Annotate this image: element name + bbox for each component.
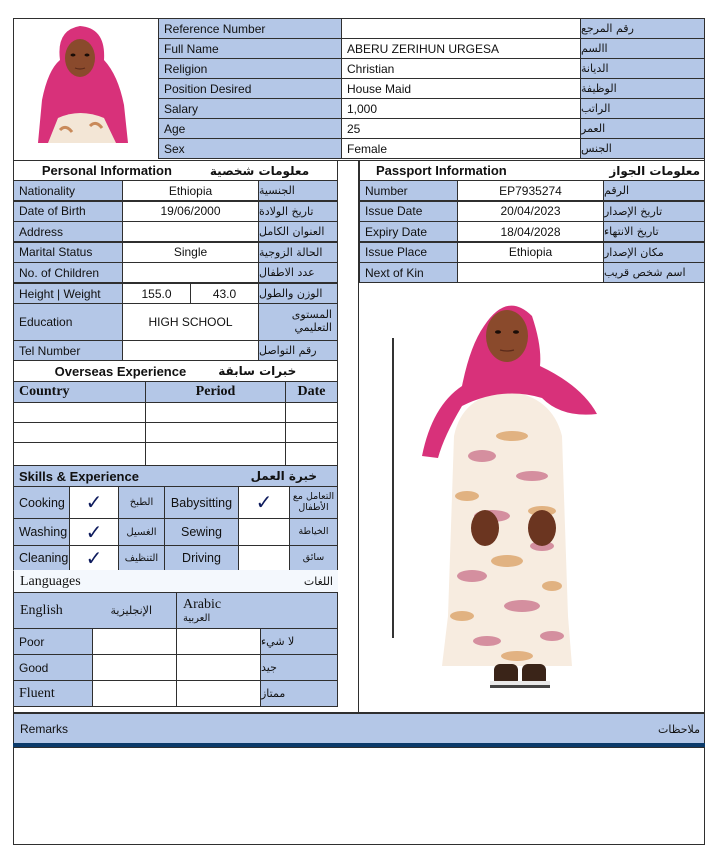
passport-label: Issue Place	[359, 242, 458, 263]
tel-label-ar: رقم التواصل	[258, 340, 338, 361]
personal-value[interactable]	[122, 262, 259, 283]
applicant-full-body-photo	[392, 286, 622, 694]
english-level-cell[interactable]	[92, 680, 177, 707]
passport-label-ar: تاريخ الإصدار	[603, 201, 705, 222]
language-level-label: Fluent	[13, 680, 93, 707]
skill-checkbox[interactable]	[238, 545, 290, 571]
languages-title-en: Languages	[20, 573, 81, 589]
skill-checkbox[interactable]: ✓	[69, 518, 119, 546]
overseas-period-cell[interactable]	[145, 422, 286, 443]
personal-value[interactable]	[122, 221, 259, 242]
overseas-period-cell[interactable]	[145, 402, 286, 423]
skill-label-ar: الغسيل	[118, 518, 165, 546]
language-level-label: Good	[13, 654, 93, 681]
passport-title	[359, 160, 705, 181]
portrait-image-icon	[20, 20, 140, 143]
passport-title-en: Passport Information	[376, 163, 507, 178]
skill-label-ar: التعامل مع الأطفال	[289, 486, 338, 519]
height-weight-label-ar: الوزن والطول	[258, 283, 338, 304]
overseas-date-cell[interactable]	[285, 442, 338, 466]
header-label: Age	[158, 118, 342, 139]
header-label-ar: العمر	[580, 118, 705, 139]
personal-label: Address	[13, 221, 123, 242]
lang-arabic-label-ar: العربية	[183, 612, 211, 624]
skill-label: Sewing	[164, 518, 239, 546]
header-value[interactable]: 1,000	[341, 98, 581, 119]
skills-title-ar: خبرة العمل	[250, 469, 317, 483]
lang-english-label-ar: الإنجليزية	[110, 604, 152, 617]
skill-checkbox[interactable]: ✓	[69, 545, 119, 571]
passport-value[interactable]	[457, 262, 604, 283]
header-value[interactable]: House Maid	[341, 78, 581, 99]
header-value[interactable]	[341, 18, 581, 39]
passport-value[interactable]: Ethiopia	[457, 242, 604, 263]
personal-label: Marital Status	[13, 242, 123, 263]
overseas-period-cell[interactable]	[145, 442, 286, 466]
personal-value[interactable]: Single	[122, 242, 259, 263]
overseas-date-cell[interactable]	[285, 402, 338, 423]
languages-title	[13, 570, 338, 593]
education-label: Education	[13, 303, 123, 341]
header-label: Salary	[158, 98, 342, 119]
passport-value[interactable]: 20/04/2023	[457, 201, 604, 222]
header-label-ar: رقم المرجع	[580, 18, 705, 39]
lang-arabic-header	[176, 592, 338, 629]
passport-value[interactable]: EP7935274	[457, 180, 604, 201]
header-label-ar: االسم	[580, 38, 705, 59]
passport-value[interactable]: 18/04/2028	[457, 221, 604, 242]
personal-label-ar: عدد الاطفال	[258, 262, 338, 283]
passport-label-ar: مكان الإصدار	[603, 242, 705, 263]
personal-label: Nationality	[13, 180, 123, 201]
skills-title-en: Skills & Experience	[19, 468, 139, 484]
lang-arabic-label: Arabic	[183, 596, 222, 612]
education-value[interactable]: HIGH SCHOOL	[122, 303, 259, 341]
education-label-ar: المستوى التعليمي	[258, 303, 338, 341]
languages-title-ar: اللغات	[303, 575, 333, 588]
skill-label-ar: سائق	[289, 545, 338, 571]
personal-label: No. of Children	[13, 262, 123, 283]
personal-label-ar: الحالة الزوجية	[258, 242, 338, 263]
passport-label-ar: تاريخ الانتهاء	[603, 221, 705, 242]
header-label: Reference Number	[158, 18, 342, 39]
personal-info-title	[13, 160, 338, 181]
english-level-cell[interactable]	[92, 654, 177, 681]
skill-checkbox[interactable]: ✓	[238, 486, 290, 519]
remarks-header	[13, 713, 705, 744]
header-label-ar: الوظيفة	[580, 78, 705, 99]
lang-english-label: English	[20, 602, 63, 618]
passport-label: Next of Kin	[359, 262, 458, 283]
personal-label-ar: الجنسية	[258, 180, 338, 201]
full-body-image-icon	[392, 286, 622, 694]
skills-title	[13, 465, 338, 487]
applicant-portrait-photo	[20, 20, 140, 143]
personal-value[interactable]: Ethiopia	[122, 180, 259, 201]
skill-label: Washing	[13, 518, 70, 546]
header-label-ar: الديانة	[580, 58, 705, 79]
height-value[interactable]: 155.0	[122, 283, 191, 304]
overseas-title-ar: خبرات سابقة	[218, 364, 297, 378]
height-weight-label: Height | Weight	[13, 283, 123, 304]
overseas-title-en: Overseas Experience	[54, 363, 187, 379]
divider-vertical	[358, 160, 359, 713]
skill-label: Cleaning	[13, 545, 70, 571]
header-label: Position Desired	[158, 78, 342, 99]
tel-value[interactable]	[122, 340, 259, 361]
skill-label-ar: التنظيف	[118, 545, 165, 571]
header-label-ar: الجنس	[580, 138, 705, 159]
tel-label: Tel Number	[13, 340, 123, 361]
personal-info-title-en: Personal Information	[41, 163, 172, 178]
passport-label: Issue Date	[359, 201, 458, 222]
skill-label: Babysitting	[164, 486, 239, 519]
header-label: Religion	[158, 58, 342, 79]
skill-label: Cooking	[13, 486, 70, 519]
passport-title-ar: معلومات الجواز	[609, 163, 700, 178]
personal-info-title-ar: معلومات شخصية	[209, 163, 310, 178]
remarks-input[interactable]	[13, 747, 705, 845]
skill-label: Driving	[164, 545, 239, 571]
personal-label: Date of Birth	[13, 201, 123, 222]
header-label: Full Name	[158, 38, 342, 59]
personal-value[interactable]: 19/06/2000	[122, 201, 259, 222]
overseas-col-country: Country	[13, 381, 146, 403]
overseas-title	[13, 360, 338, 382]
skill-checkbox[interactable]: ✓	[69, 486, 119, 519]
header-value[interactable]: Christian	[341, 58, 581, 79]
language-level-label: Poor	[13, 628, 93, 655]
overseas-col-date: Date	[285, 381, 338, 403]
overseas-date-cell[interactable]	[285, 422, 338, 443]
overseas-country-cell[interactable]	[13, 402, 146, 423]
header-label-ar: الراتب	[580, 98, 705, 119]
arabic-level-cell[interactable]	[176, 628, 261, 655]
remarks-label-ar: ملاحظات	[658, 722, 700, 736]
skill-label-ar: الخياطة	[289, 518, 338, 546]
header-value[interactable]: Female	[341, 138, 581, 159]
overseas-country-cell[interactable]	[13, 442, 146, 466]
overseas-country-cell[interactable]	[13, 422, 146, 443]
lang-english-header	[13, 592, 177, 629]
language-level-label-ar: لا شيء	[260, 628, 338, 655]
weight-value[interactable]: 43.0	[190, 283, 259, 304]
english-level-cell[interactable]	[92, 628, 177, 655]
header-value[interactable]: ABERU ZERIHUN URGESA	[341, 38, 581, 59]
passport-label: Number	[359, 180, 458, 201]
skill-label-ar: الطبخ	[118, 486, 165, 519]
language-level-label-ar: جيد	[260, 654, 338, 681]
passport-label-ar: اسم شخص قريب	[603, 262, 705, 283]
arabic-level-cell[interactable]	[176, 654, 261, 681]
passport-label-ar: الرقم	[603, 180, 705, 201]
language-level-label-ar: ممتاز	[260, 680, 338, 707]
passport-label: Expiry Date	[359, 221, 458, 242]
remarks-label: Remarks	[20, 722, 69, 736]
personal-label-ar: تاريخ الولادة	[258, 201, 338, 222]
overseas-col-period: Period	[145, 381, 286, 403]
arabic-level-cell[interactable]	[176, 680, 261, 707]
skill-checkbox[interactable]	[238, 518, 290, 546]
header-value[interactable]: 25	[341, 118, 581, 139]
header-label: Sex	[158, 138, 342, 159]
personal-label-ar: العنوان الكامل	[258, 221, 338, 242]
